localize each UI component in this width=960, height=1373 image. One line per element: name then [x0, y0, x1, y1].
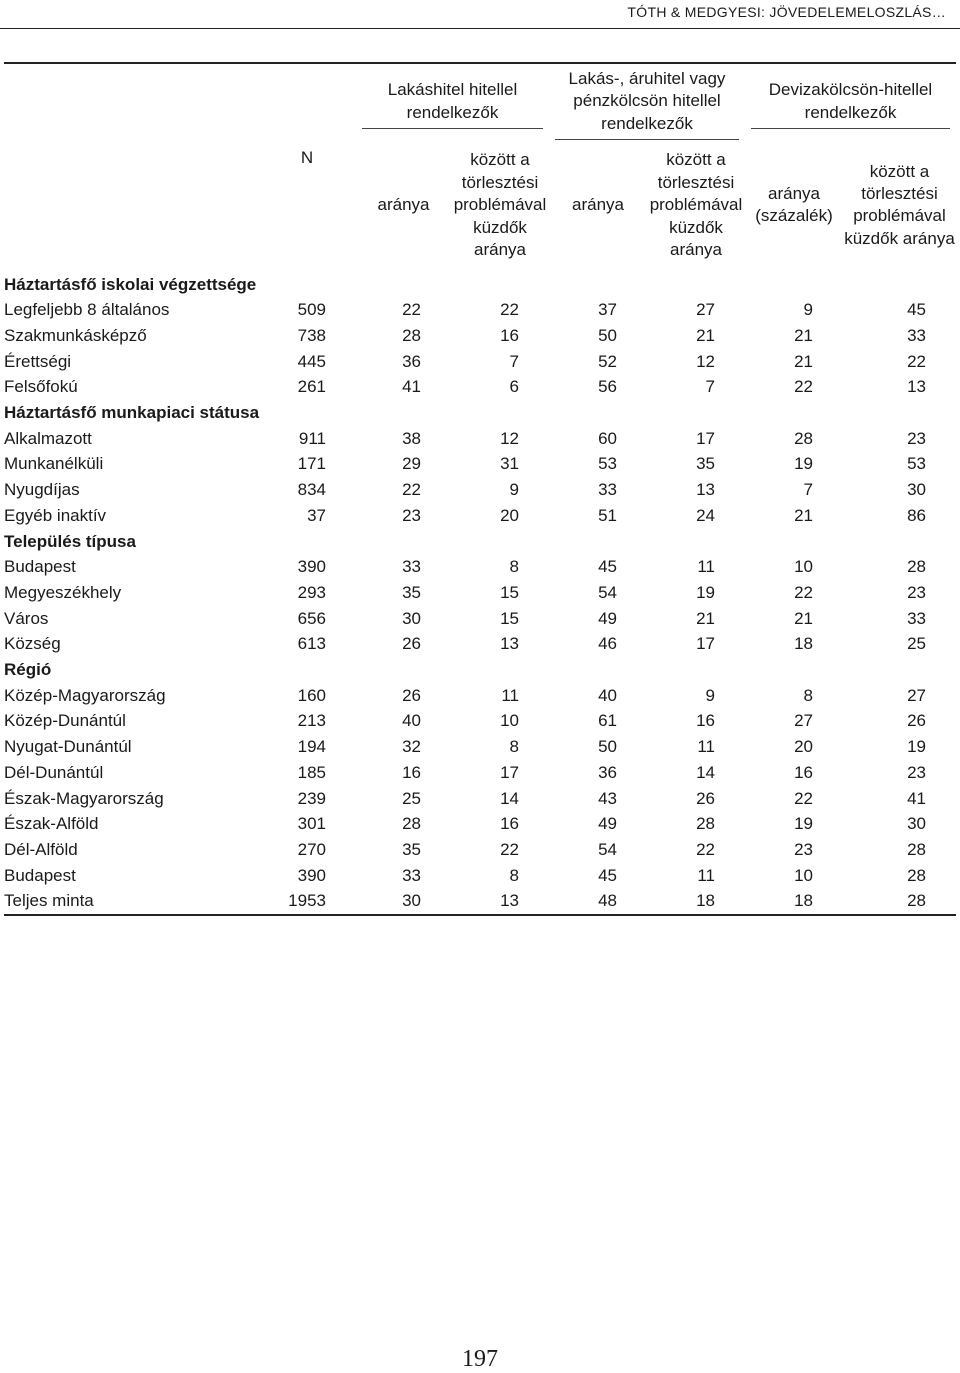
- table-row: [4, 451, 956, 477]
- table-cell: 28: [907, 557, 926, 577]
- table-cell: 213: [297, 711, 326, 731]
- table-cell: 50: [598, 737, 617, 757]
- sub-header-row: [4, 143, 956, 271]
- table-cell: 8: [509, 865, 519, 885]
- row-label: Budapest: [4, 557, 76, 577]
- table-cell: 261: [297, 377, 326, 397]
- table-row: [4, 297, 956, 323]
- table-cell: 54: [598, 582, 617, 602]
- table-cell: 37: [598, 300, 617, 320]
- table-cell: 7: [803, 480, 813, 500]
- table-cell: 35: [696, 454, 715, 474]
- header-rule: [0, 28, 960, 29]
- table-cell: 28: [696, 814, 715, 834]
- table-cell: 41: [402, 377, 421, 397]
- table-cell: 6: [509, 377, 519, 397]
- table-cell: 26: [907, 711, 926, 731]
- table-cell: 37: [307, 505, 326, 525]
- table-cell: 26: [696, 788, 715, 808]
- table-cell: 18: [647, 888, 745, 915]
- table-cell: 301: [297, 814, 326, 834]
- table-cell: 17: [696, 634, 715, 654]
- section-label: Háztartásfő iskolai végzettsége: [4, 274, 257, 294]
- table-cell: 33: [402, 557, 421, 577]
- table-cell: 25: [402, 788, 421, 808]
- table-cell: 445: [297, 351, 326, 371]
- table-cell: 13: [500, 634, 519, 654]
- table-cell: 35: [402, 839, 421, 859]
- table-cell: 32: [402, 737, 421, 757]
- row-label: Alkalmazott: [4, 428, 92, 448]
- table-cell: 656: [297, 608, 326, 628]
- header-consumer-share: aránya: [572, 195, 624, 215]
- table-cell: 7: [705, 377, 715, 397]
- table-row: [4, 606, 956, 632]
- table-cell: 51: [598, 505, 617, 525]
- table-cell: 19: [696, 582, 715, 602]
- table-cell: 390: [297, 557, 326, 577]
- table-row: [4, 554, 956, 580]
- table-cell: 45: [598, 865, 617, 885]
- section-label: Település típusa: [4, 531, 136, 551]
- table-cell: 13: [696, 480, 715, 500]
- table-cell: 49: [598, 608, 617, 628]
- table-cell: 16: [500, 814, 519, 834]
- table-cell: 17: [500, 762, 519, 782]
- table-cell: 22: [500, 839, 519, 859]
- table-cell: 23: [794, 839, 813, 859]
- row-label: Dél-Alföld: [4, 839, 78, 859]
- table-cell: 22: [500, 300, 519, 320]
- group-header-housing-loan: Lakáshitel hitellel rendelkezők: [356, 63, 549, 143]
- table-cell: 28: [402, 814, 421, 834]
- row-label: Város: [4, 608, 49, 628]
- table-cell: 16: [402, 762, 421, 782]
- table-cell: 19: [794, 814, 813, 834]
- table-cell: 23: [402, 505, 421, 525]
- table-cell: 1953: [258, 888, 356, 915]
- table-row: [4, 631, 956, 657]
- row-label: Budapest: [4, 865, 76, 885]
- table-cell: 31: [500, 454, 519, 474]
- table-cell: 28: [402, 325, 421, 345]
- table-row: [4, 477, 956, 503]
- group-header-row: [4, 63, 956, 143]
- table-cell: 10: [500, 711, 519, 731]
- row-label: Legfeljebb 8 általános: [4, 300, 170, 320]
- section-label: Háztartásfő munkapiaci státusa: [4, 403, 260, 423]
- table-cell: 14: [500, 788, 519, 808]
- table-cell: 13: [451, 888, 549, 915]
- table-cell: 613: [297, 634, 326, 654]
- table-cell: 52: [598, 351, 617, 371]
- table-cell: 22: [402, 300, 421, 320]
- table-cell: 29: [402, 454, 421, 474]
- group-header-fx-loan: Devizakölcsön-hitellel rendelkezők: [745, 63, 956, 143]
- row-label: Nyugat-Dunántúl: [4, 737, 132, 757]
- table-cell: 12: [696, 351, 715, 371]
- table-cell: 15: [500, 608, 519, 628]
- table-cell: 22: [907, 351, 926, 371]
- table-cell: 17: [696, 428, 715, 448]
- table-row: [4, 323, 956, 349]
- table-cell: 834: [297, 480, 326, 500]
- table-row: [4, 837, 956, 863]
- table-cell: 27: [794, 711, 813, 731]
- row-label: Megyeszékhely: [4, 582, 122, 602]
- table-cell: 22: [696, 839, 715, 859]
- table-cell: 22: [794, 788, 813, 808]
- section-header-row: [4, 272, 956, 298]
- table-cell: 194: [297, 737, 326, 757]
- row-label: Szakmunkásképző: [4, 325, 147, 345]
- income-credit-table: [4, 62, 956, 916]
- page-number: 197: [462, 1346, 498, 1372]
- row-label: Dél-Dunántúl: [4, 762, 104, 782]
- table-cell: 25: [907, 634, 926, 654]
- table-cell: 19: [907, 737, 926, 757]
- table-cell: 21: [794, 351, 813, 371]
- header-n: N: [300, 148, 314, 168]
- section-header-row: [4, 400, 956, 426]
- table-cell: 26: [402, 634, 421, 654]
- table-cell: 56: [598, 377, 617, 397]
- header-consumer-problem-share: között a törlesztési problémával küzdők aránya: [649, 150, 743, 260]
- table-cell: 15: [500, 582, 519, 602]
- table-cell: 50: [598, 325, 617, 345]
- table-cell: 28: [907, 865, 926, 885]
- table-cell: 53: [598, 454, 617, 474]
- table-cell: 22: [402, 480, 421, 500]
- header-fx-share-percent: aránya (százalék): [755, 183, 833, 226]
- table-cell: 61: [598, 711, 617, 731]
- table-cell: 33: [907, 608, 926, 628]
- table-cell: 33: [598, 480, 617, 500]
- table-cell: 11: [697, 865, 715, 885]
- table-cell: 21: [794, 325, 813, 345]
- table-cell: 738: [297, 325, 326, 345]
- table-cell: 22: [794, 377, 813, 397]
- row-label: Munkanélküli: [4, 454, 104, 474]
- table-row: [4, 734, 956, 760]
- group-header-consumer-loan: Lakás-, áruhitel vagy pénzkölcsön hitellel rendelkezők: [549, 63, 745, 143]
- table-cell: 8: [509, 557, 519, 577]
- table-cell: 35: [402, 582, 421, 602]
- table-cell: 24: [696, 505, 715, 525]
- table-cell: 45: [907, 300, 926, 320]
- row-label: Közép-Dunántúl: [4, 711, 126, 731]
- table-cell: 41: [907, 788, 926, 808]
- table-row: [4, 888, 956, 915]
- table-cell: 36: [402, 351, 421, 371]
- section-label: Régió: [4, 660, 52, 680]
- table-cell: 160: [297, 685, 326, 705]
- header-housing-share: aránya: [377, 195, 430, 215]
- table-cell: 171: [297, 454, 326, 474]
- table-cell: 22: [794, 582, 813, 602]
- table-cell: 12: [500, 428, 519, 448]
- row-label: Észak-Alföld: [4, 814, 99, 834]
- table-cell: 30: [907, 814, 926, 834]
- table-cell: 10: [794, 557, 813, 577]
- header-blank: [4, 143, 258, 271]
- section-header-row: [4, 657, 956, 683]
- table-cell: 270: [297, 839, 326, 859]
- table-cell: 46: [598, 634, 617, 654]
- table-row: [4, 863, 956, 889]
- table-cell: 9: [803, 300, 813, 320]
- table-cell: 11: [697, 737, 715, 757]
- table-cell: 28: [843, 888, 956, 915]
- table-cell: 14: [696, 762, 715, 782]
- table-cell: 10: [794, 865, 813, 885]
- table-cell: 13: [907, 377, 926, 397]
- table-cell: 53: [907, 454, 926, 474]
- row-label: Közép-Magyarország: [4, 685, 166, 705]
- table-cell: 60: [598, 428, 617, 448]
- table-cell: 28: [907, 839, 926, 859]
- table-cell: 16: [794, 762, 813, 782]
- table-cell: 54: [598, 839, 617, 859]
- table-cell: 911: [298, 428, 326, 448]
- header-fx-problem-share: között a törlesztési problémával küzdők aránya: [844, 161, 955, 248]
- table-cell: 7: [509, 351, 519, 371]
- table-cell: 239: [297, 788, 326, 808]
- table-cell: 48: [549, 888, 647, 915]
- table-cell: 16: [696, 711, 715, 731]
- table-row: [4, 760, 956, 786]
- table-cell: 20: [500, 505, 519, 525]
- table-cell: 40: [598, 685, 617, 705]
- table-cell: 86: [907, 505, 926, 525]
- table-cell: 28: [794, 428, 813, 448]
- table-cell: 8: [509, 737, 519, 757]
- table-cell: 390: [297, 865, 326, 885]
- table-row: [4, 349, 956, 375]
- header-housing-problem-share: között a törlesztési problémával küzdők aránya: [453, 150, 547, 260]
- table-cell: 30: [907, 480, 926, 500]
- section-header-row: [4, 529, 956, 555]
- table-row: [4, 426, 956, 452]
- table-cell: 8: [803, 685, 813, 705]
- row-label: Község: [4, 634, 61, 654]
- row-label: Teljes minta: [4, 888, 258, 915]
- row-label: Felsőfokú: [4, 377, 78, 397]
- table-cell: 18: [745, 888, 843, 915]
- table-cell: 45: [598, 557, 617, 577]
- table-row: [4, 683, 956, 709]
- table-cell: 27: [907, 685, 926, 705]
- row-label: Egyéb inaktív: [4, 505, 107, 525]
- table-cell: 21: [696, 325, 715, 345]
- table-cell: 49: [598, 814, 617, 834]
- table-row: [4, 811, 956, 837]
- table-cell: 23: [907, 762, 926, 782]
- header-blank: [258, 63, 356, 143]
- table-cell: 11: [697, 557, 715, 577]
- row-label: Észak-Magyarország: [4, 788, 164, 808]
- table-cell: 9: [509, 480, 519, 500]
- table-cell: 43: [598, 788, 617, 808]
- table-cell: 38: [402, 428, 421, 448]
- table-cell: 27: [696, 300, 715, 320]
- header-blank: [4, 63, 258, 143]
- table-cell: 36: [598, 762, 617, 782]
- table-cell: 11: [501, 685, 519, 705]
- table-cell: 33: [907, 325, 926, 345]
- table-cell: 21: [696, 608, 715, 628]
- table-body: [4, 272, 956, 916]
- table-cell: 20: [794, 737, 813, 757]
- table-cell: 21: [794, 608, 813, 628]
- table-cell: 509: [297, 300, 326, 320]
- table-row: [4, 374, 956, 400]
- table-row: [4, 708, 956, 734]
- table-cell: 26: [402, 685, 421, 705]
- table-cell: 293: [297, 582, 326, 602]
- table-cell: 18: [794, 634, 813, 654]
- table-row: [4, 786, 956, 812]
- row-label: Érettségi: [4, 351, 72, 371]
- table-cell: 19: [794, 454, 813, 474]
- table-cell: 33: [402, 865, 421, 885]
- table-row: [4, 580, 956, 606]
- table-cell: 30: [402, 608, 421, 628]
- table-cell: 185: [297, 762, 326, 782]
- table-cell: 9: [705, 685, 715, 705]
- table-row: [4, 503, 956, 529]
- table-cell: 40: [402, 711, 421, 731]
- table-cell: 23: [907, 582, 926, 602]
- table-cell: 16: [500, 325, 519, 345]
- table-cell: 21: [794, 505, 813, 525]
- table-cell: 23: [907, 428, 926, 448]
- row-label: Nyugdíjas: [4, 480, 80, 500]
- table-cell: 30: [356, 888, 451, 915]
- running-head: TÓTH & MEDGYESI: JÖVEDELEMELOSZLÁS…: [627, 4, 946, 20]
